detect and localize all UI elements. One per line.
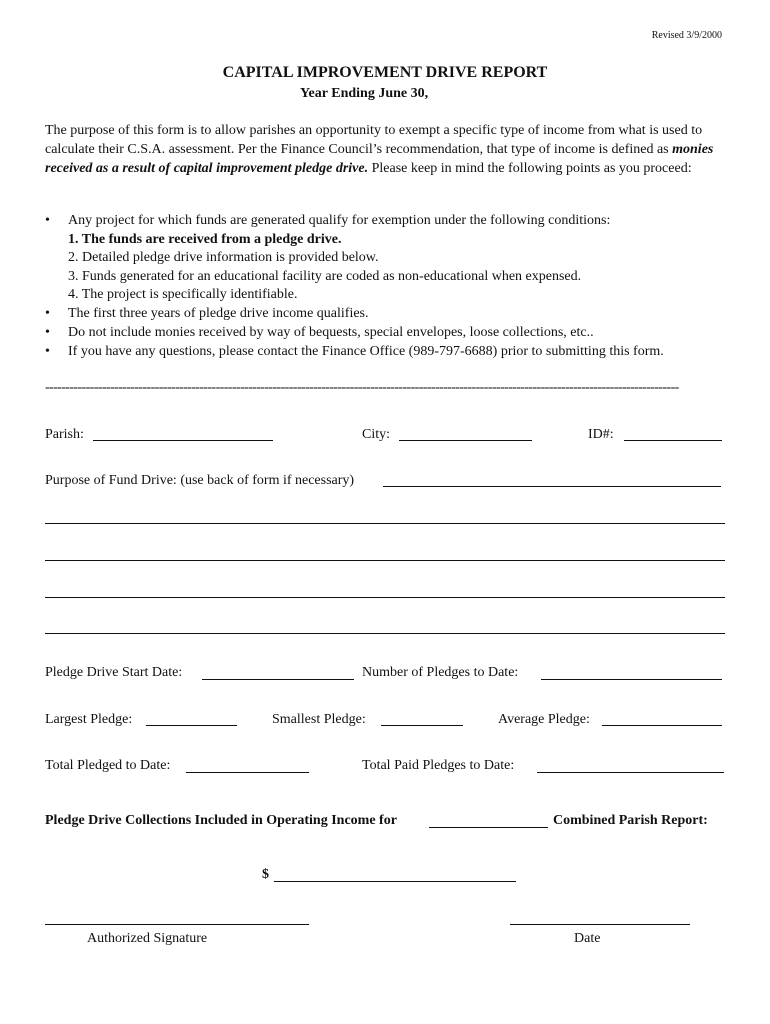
bullet-icon: • [45,306,50,321]
intro-emphasis: monies received as a result of capital improvement pledge drive. [45,142,714,176]
city-field[interactable] [399,440,532,441]
smallest-pledge-label: Smallest Pledge: [272,712,366,727]
bullet-text: The first three years of pledge drive income qualifies. [68,306,369,321]
intro-paragraph [45,121,735,178]
num-pledges-field[interactable] [541,679,722,680]
amount-field[interactable] [274,881,516,882]
combined-report-label: Combined Parish Report: [553,813,708,828]
collections-label: Pledge Drive Collections Included in Operating Income for [45,813,397,828]
page-title: CAPITAL IMPROVEMENT DRIVE REPORT [222,64,548,81]
bullet-text: Any project for which funds are generated qualify for exemption under the following conditions: [68,213,611,228]
id-field[interactable] [624,440,722,441]
purpose-line[interactable] [45,633,725,634]
id-label: ID#: [588,427,614,442]
date-label: Date [574,931,601,946]
dollar-sign: $ [262,867,269,882]
bullet-item [45,324,594,342]
signature-field[interactable] [45,924,309,925]
total-pledged-label: Total Pledged to Date: [45,758,171,773]
page-subtitle: Year Ending June 30, [300,86,429,101]
signature-label: Authorized Signature [87,931,208,946]
start-date-label: Pledge Drive Start Date: [45,665,183,680]
bullet-text: If you have any questions, please contact the Finance Office (989-797-6688) prior to submitting this form. [68,344,664,359]
collections-year-field[interactable] [429,827,548,828]
purpose-line[interactable] [45,560,725,561]
parish-field[interactable] [93,440,273,441]
condition-item: 4. The project is specifically identifiable. [68,287,298,302]
total-paid-field[interactable] [537,772,724,773]
bullet-item [45,343,664,361]
condition-item: 3. Funds generated for an educational facility are coded as non-educational when expensed. [68,269,582,284]
average-pledge-field[interactable] [602,725,722,726]
average-pledge-label: Average Pledge: [498,712,590,727]
bullet-icon: • [45,325,50,340]
largest-pledge-label: Largest Pledge: [45,712,133,727]
purpose-label: Purpose of Fund Drive: (use back of form if necessary) [45,473,355,488]
start-date-field[interactable] [202,679,354,680]
date-field[interactable] [510,924,690,925]
bullet-item [45,305,369,323]
total-paid-label: Total Paid Pledges to Date: [362,758,515,773]
num-pledges-label: Number of Pledges to Date: [362,665,519,680]
parish-label: Parish: [45,427,84,442]
bullet-icon: • [45,344,50,359]
purpose-field[interactable] [383,486,721,487]
condition-item: 1. The funds are received from a pledge drive. [68,232,342,247]
bullet-text: Do not include monies received by way of bequests, special envelopes, loose collections, etc.. [68,325,594,340]
revision-date: Revised 3/9/2000 [651,30,722,41]
bullet-item [45,212,610,230]
total-pledged-field[interactable] [186,772,309,773]
intro-text-1: The purpose of this form is to allow parishes an opportunity to exempt a specific type of income from what is used to calculate their C.S.A. assessment. Per the Finance Council’s recommendation, that type of income is defined as [45,123,703,157]
purpose-line[interactable] [45,523,725,524]
largest-pledge-field[interactable] [146,725,237,726]
city-label: City: [362,427,391,442]
smallest-pledge-field[interactable] [381,725,463,726]
separator-line: ------------------------------------------------------------------------------------------------------------------------------------------------------------ [45,380,679,395]
condition-item: 2. Detailed pledge drive information is provided below. [68,250,379,265]
intro-text-2: Please keep in mind the following points as you proceed: [368,161,692,176]
bullet-icon: • [45,213,50,228]
purpose-line[interactable] [45,597,725,598]
